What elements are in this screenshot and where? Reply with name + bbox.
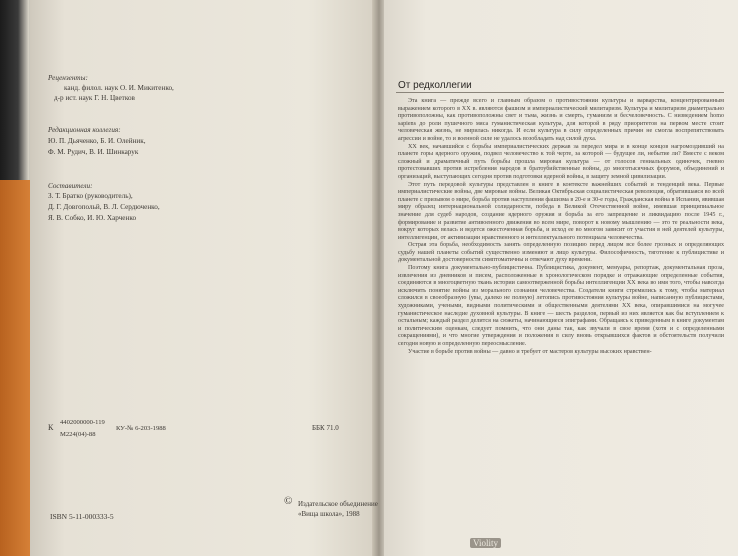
compilers-title: Составители: — [48, 182, 93, 190]
page-heading: От редколлегии — [398, 80, 472, 91]
isbn: ISBN 5-11-000333-5 — [50, 512, 114, 521]
publisher-line: Издательское объединение — [298, 500, 378, 508]
reviewer-line: д-р ист. наук Г. Н. Цветков — [54, 94, 135, 102]
ku-number: КУ-№ 6-203-1988 — [116, 425, 166, 432]
compiler-line: З. Т. Братко (руководитель), — [48, 192, 133, 200]
paragraph: Острая эта борьба, необходимость занять определенную позицию перед лицом все более грозных и определяющих судьбу нашей планеты событий существенно изменяют и лицо культуры. Философичность, тяготение к публицистике и документальной достоверности симптоматичны и отвечают духу времени. — [398, 242, 724, 264]
paragraph: Поэтому книга документально-публицистична. Публицистика, документ, мемуары, репортаж, документальная проза, извлечения из дневников и писем, расположенные в хронологическом порядке и отражающие определенные события, соединяются в многоцветную ткань истории самоотверженной борьбы интеллигенции XX века во имя того, чтобы навсегда исключить понятие войны из морального сознания человечества. Создатели книги стремились к тому, чтобы материал сложился в своеобразную (увы, далеко не полную) летопись противостояния культуры войне, написанную публицистами, художниками, учеными, видными политическими и общественными деятелями XX века, опиравшимися на могучее гуманистическое наследие духовной культуры. В книге — шесть разделов, первый из них является как бы вступлением к остальным; каждый раздел делится на сюжеты, начинающиеся эпиграфами. Обращаясь к приведенным в книге документам и политическим оценкам, следует помнить, что они даны так, как звучали в свое время (хотя и с определенными сокращениями), и что многие утверждения и положения в силу вновь открывшихся фактов и обстоятельств получили сегодня новую и определенную переосмысление. — [398, 265, 724, 347]
paragraph: Этот путь передовой культуры представлен в книге в контексте важнейших событий и тенденций века. Первые империалистические войны, две мировые войны. Великая Октябрьская социалистическая революция, обратившаяся во всей планете с призывом о мире, борьба против наступления фашизма в 20-е и 30-е годы, Гражданская война в Испании, явившая миру образец интернациональной солидарности, победа в Великой Отечественной войне, имевшая принципиальное значение для судеб народов, создание ядерного оружия и борьба за его запрещение и ликвидацию после 1945 г., формирование и развитие антивоенного движения во всем мире, поворот к новому мышлению — это те реальности века, вокруг которых велась и ведется ожесточенная борьба, и исход ее во многом зависит от участия в ней деятелей культуры, интеллигенции, от активизации нравственного и интеллектуального потенциала человечества. — [398, 181, 724, 241]
board-title: Редакционная коллегия: — [48, 126, 121, 134]
paragraph: XX век, начавшийся с борьбы империалистических держав за передел мира и в конце концов нагромоздивший на планете горы ядерного оружия, подвел человечество к той черте, за которой — будущее ли, небытие ли? Вместе с веком сложный и драматичный путь борьбы прошла мировая культура — от голосов гениальных одиночек, гневно протестовавших против истребления народов в братоубийственные войны, до многотысячных форумов, объединений и организаций, выступающих сегодня против подготовки ядерной войны, в защиту земной цивилизации. — [398, 143, 724, 180]
k-code: К — [48, 423, 54, 432]
body-column — [398, 98, 724, 356]
reviewers-title: Рецензенты: — [48, 74, 88, 82]
publisher-line: «Вища школа», 1988 — [298, 510, 360, 518]
reviewer-line: канд. филол. наук О. И. Микитенко, — [64, 84, 174, 92]
paragraph: Эта книга — прежде всего и главным образом о противостоянии культуры и варварства, концентрированным выражением которого в XX в. являются фашизм и империалистический милитаризм. Культура и милитаризм диаметрально противоположны, как противоположны свет и тьма, жизнь и смерть, гуманизм и бесчеловечность. С низведением homo sapiens до роли пушечного мяса гуманистическая культура, для которой в ряду приоритетов на первом месте стоит человеческая жизнь, не мирилась никогда. И если культура в силу определенных причин не смогла воспрепятствовать агрессии и войне, то и военной силе не удалось возобладать над силой духа. — [398, 98, 724, 142]
bbk-code: ББК 71.0 — [312, 424, 339, 432]
board-line: Ю. П. Дьяченко, Б. И. Олейник, — [48, 137, 146, 145]
compiler-line: Я. В. Собко, И. Ю. Харченко — [48, 214, 137, 222]
catalog-code: 4402000000-119 — [60, 419, 105, 426]
heading-rule — [396, 92, 724, 93]
board-line: Ф. М. Рудич, В. И. Шинкарук — [48, 148, 139, 156]
watermark: Violity — [470, 538, 501, 548]
copyright-symbol: © — [284, 495, 293, 507]
compiler-line: Д. Г. Довгопольй, В. Л. Сердюченко, — [48, 203, 160, 211]
catalog-code: М224(04)-88 — [60, 431, 96, 438]
paragraph: Участие в борьбе против войны — давно и требует от мастеров культуры высоких нравствен- — [408, 348, 652, 355]
cover-orange-strip — [0, 180, 34, 556]
